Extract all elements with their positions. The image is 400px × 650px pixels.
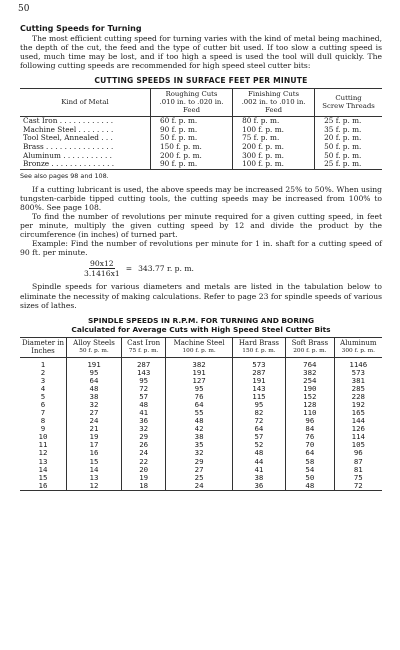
table1-header-kind: Kind of Metal <box>20 89 151 117</box>
table2-header-sub: 200 f. p. m. <box>293 348 327 355</box>
rpm-cell: 143 <box>121 369 165 377</box>
table1-header-finishing-line3: Feed <box>265 105 283 114</box>
rpm-cell: 38 <box>67 393 122 401</box>
rpm-cell: 64 <box>232 425 285 433</box>
table1-header-threads <box>315 89 382 117</box>
rpm-cell: 24 <box>121 449 165 457</box>
rpm-cell: 115 <box>232 393 285 401</box>
spindle-speeds-table <box>20 337 382 491</box>
rpm-cell: 573 <box>232 357 285 369</box>
rpm-cell: 114 <box>334 433 382 441</box>
diameter-cell: 8 <box>40 416 46 426</box>
rpm-cell: 144 <box>334 417 382 425</box>
table2-header-aluminum <box>334 337 382 357</box>
diameter-cell: 11 <box>38 440 48 450</box>
rpm-cell: 50 <box>286 474 335 482</box>
metal-name: Aluminum . . . . . . . . . . . <box>23 150 112 160</box>
table1-header-finishing-line1: Finishing Cuts <box>248 90 300 99</box>
rpm-cell: 127 <box>166 377 233 385</box>
rpm-cell: 254 <box>286 377 335 385</box>
rpm-cell: 57 <box>232 433 285 441</box>
rpm-cell: 14 <box>67 466 122 474</box>
thread-speed: 25 f. p. m. <box>315 160 382 169</box>
table2-header-main: Soft Brass <box>291 338 329 347</box>
spindle-paragraph: Spindle speeds for various diameters and metals are listed in the tabulation below to eliminate the necessity of making calculations. Refer to page 23 for spindle speeds of various sizes of lathes. <box>20 282 382 310</box>
thread-speed: 50 f. p. m. <box>315 143 382 152</box>
diameter-cell: 6 <box>40 400 46 410</box>
finishing-speed: 80 f. p. m. <box>233 117 315 126</box>
rpm-cell: 143 <box>232 385 285 393</box>
rpm-cell: 190 <box>286 385 335 393</box>
rpm-cell: 228 <box>334 393 382 401</box>
thread-speed: 35 f. p. m. <box>315 126 382 135</box>
rpm-cell: 24 <box>166 482 233 491</box>
rpm-cell: 32 <box>121 425 165 433</box>
rpm-cell: 192 <box>334 401 382 409</box>
rpm-cell: 81 <box>334 466 382 474</box>
table1-header-finishing <box>233 89 315 117</box>
table2-header-hard-brass <box>232 337 285 357</box>
formula-denominator: 3.1416x1 <box>84 269 120 279</box>
rpm-cell: 64 <box>166 401 233 409</box>
rpm-cell: 1146 <box>334 357 382 369</box>
table1-header-roughing-line3: Feed <box>183 105 201 114</box>
table1-header-roughing-line1: Roughing Cuts <box>165 90 218 99</box>
table2-body <box>20 357 382 490</box>
rpm-cell: 75 <box>334 474 382 482</box>
rpm-cell: 287 <box>121 357 165 369</box>
table1-header-roughing-line2: .010 in. to .020 in. <box>159 97 224 106</box>
table2-header-alloy <box>67 337 122 357</box>
rpm-cell: 58 <box>286 458 335 466</box>
diameter-cell: 7 <box>40 408 46 418</box>
rpm-cell: 17 <box>67 441 122 449</box>
rpm-cell: 19 <box>67 433 122 441</box>
rpm-cell: 29 <box>121 433 165 441</box>
thread-speed: 25 f. p. m. <box>315 117 382 126</box>
rpm-cell: 41 <box>121 409 165 417</box>
diameter-cell: 5 <box>40 392 46 402</box>
table2-header-machine-steel <box>166 337 233 357</box>
rpm-formula <box>84 259 382 278</box>
rpm-cell: 95 <box>232 401 285 409</box>
rpm-cell: 95 <box>121 377 165 385</box>
metal-name: Bronze . . . . . . . . . . . . . . <box>23 159 115 169</box>
rpm-cell: 382 <box>286 369 335 377</box>
metal-name: Brass . . . . . . . . . . . . . . . <box>23 141 114 151</box>
diameter-cell: 13 <box>38 456 48 466</box>
rpm-cell: 15 <box>67 458 122 466</box>
rpm-cell: 128 <box>286 401 335 409</box>
rpm-cell: 87 <box>334 458 382 466</box>
roughing-speed: 90 f. p. m. <box>151 160 233 169</box>
rpm-cell: 382 <box>166 357 233 369</box>
diameter-cell: 16 <box>38 480 48 490</box>
table1-header-finishing-line2: .002 in. to .010 in. <box>241 97 306 106</box>
rpm-cell: 126 <box>334 425 382 433</box>
rpm-cell: 29 <box>166 458 233 466</box>
rpm-cell: 95 <box>67 369 122 377</box>
rpm-cell: 381 <box>334 377 382 385</box>
diameter-cell: 4 <box>40 384 46 394</box>
diameter-cell: 3 <box>40 376 46 386</box>
rpm-cell: 165 <box>334 409 382 417</box>
rpm-cell: 48 <box>286 482 335 491</box>
rpm-cell: 27 <box>67 409 122 417</box>
finishing-speed: 300 f. p. m. <box>233 152 315 161</box>
thread-speed: 20 f. p. m. <box>315 134 382 143</box>
formula-result: 343.77 r. p. m. <box>138 264 194 274</box>
finishing-speed: 200 f. p. m. <box>233 143 315 152</box>
rpm-cell: 55 <box>166 409 233 417</box>
thread-speed: 50 f. p. m. <box>315 152 382 161</box>
table2-header-main: Hard Brass <box>238 338 280 347</box>
rpm-cell: 64 <box>67 377 122 385</box>
rpm-cell: 48 <box>67 385 122 393</box>
rpm-cell: 36 <box>121 417 165 425</box>
metal-name: Machine Steel . . . . . . . . <box>23 124 114 134</box>
table2-title-line1: SPINDLE SPEEDS IN R.P.M. FOR TURNING AND BORING <box>87 315 315 325</box>
diameter-cell: 12 <box>38 448 48 458</box>
rpm-cell: 19 <box>121 474 165 482</box>
rpm-cell: 35 <box>166 441 233 449</box>
table2-header-sub: 75 f. p. m. <box>128 348 159 355</box>
metal-name: Tool Steel, Annealed . . . <box>23 133 113 143</box>
table2-title <box>20 316 382 334</box>
lubricant-paragraph: If a cutting lubricant is used, the above speeds may be increased 25% to 50%. When using tungsten-carbide tipped cutting tools, the cutting speeds may be increased from 100% to 800%. See page 108. <box>20 184 382 212</box>
rpm-cell: 18 <box>121 482 165 491</box>
rpm-cell: 26 <box>121 441 165 449</box>
rpm-cell: 57 <box>121 393 165 401</box>
rpm-cell: 191 <box>166 369 233 377</box>
diameter-cell: 14 <box>38 464 48 474</box>
table2-header-diameter <box>20 337 67 357</box>
cutting-speeds-table <box>20 88 382 169</box>
rpm-cell: 32 <box>166 449 233 457</box>
table1-header-roughing <box>151 89 233 117</box>
rpm-cell: 13 <box>67 474 122 482</box>
rpm-cell: 110 <box>286 409 335 417</box>
table2-header-sub: 50 f. p. m. <box>79 348 109 355</box>
rpm-cell: 38 <box>166 433 233 441</box>
rpm-cell: 27 <box>166 466 233 474</box>
diameter-cell: 15 <box>38 472 48 482</box>
rpm-cell: 48 <box>232 449 285 457</box>
table1-header-threads-line1: Cutting <box>335 94 362 103</box>
rpm-cell: 36 <box>232 482 285 491</box>
table2-title-line2: Calculated for Average Cuts with High Speed Steel Cutter Bits <box>71 324 331 334</box>
rpm-cell: 76 <box>286 433 335 441</box>
table2-header-sub: 150 f. p. m. <box>242 348 276 355</box>
rpm-cell: 84 <box>286 425 335 433</box>
table2-header-sub: 100 f. p. m. <box>182 348 216 355</box>
rpm-cell: 70 <box>286 441 335 449</box>
rpm-cell: 48 <box>166 417 233 425</box>
rpm-cell: 287 <box>232 369 285 377</box>
table2-header-main: Alloy Steels <box>73 338 115 347</box>
table1-title: CUTTING SPEEDS IN SURFACE FEET PER MINUTE <box>94 76 308 86</box>
rpm-cell: 152 <box>286 393 335 401</box>
rpm-cell: 24 <box>67 417 122 425</box>
metal-name: Cast Iron . . . . . . . . . . . . <box>23 116 114 126</box>
table2-header-sub: 300 f. p. m. <box>341 348 375 355</box>
finishing-speed: 75 f. p. m. <box>233 134 315 143</box>
rpm-cell: 12 <box>67 482 122 491</box>
table1-header-row <box>20 89 382 117</box>
table2-header-main: Cast Iron <box>127 338 161 347</box>
table2-header-main: Diameter in Inches <box>21 339 65 355</box>
rpm-cell: 764 <box>286 357 335 369</box>
formula-fraction <box>84 259 120 278</box>
roughing-speed: 150 f. p. m. <box>151 143 233 152</box>
table2-header-cast-iron <box>121 337 165 357</box>
rpm-cell: 32 <box>67 401 122 409</box>
rpm-cell: 16 <box>67 449 122 457</box>
rpm-cell: 44 <box>232 458 285 466</box>
table1-header-threads-line2: Screw Threads <box>322 101 375 110</box>
rpm-cell: 82 <box>232 409 285 417</box>
rpm-cell: 191 <box>67 357 122 369</box>
finishing-speed: 100 f. p. m. <box>233 126 315 135</box>
diameter-cell: 1 <box>40 359 46 369</box>
rpm-cell: 191 <box>232 377 285 385</box>
roughing-speed: 90 f. p. m. <box>151 126 233 135</box>
table2-header-soft-brass <box>286 337 335 357</box>
rpm-cell: 64 <box>286 449 335 457</box>
rpm-cell: 25 <box>166 474 233 482</box>
example-paragraph: Example: Find the number of revolutions per minute for 1 in. shaft for a cutting speed of 90 ft. per minute. <box>20 239 382 258</box>
rpm-cell: 38 <box>232 474 285 482</box>
formula-equals: = <box>125 264 133 274</box>
rpm-cell: 76 <box>166 393 233 401</box>
rpm-paragraph: To find the number of revolutions per minute required for a given cutting speed, in feet per minute, multiply the given cutting speed by 12 and divide the product by the circumference (in inches) of turned part. <box>20 212 382 240</box>
rpm-cell: 72 <box>232 417 285 425</box>
rpm-cell: 72 <box>121 385 165 393</box>
table2-header-row <box>20 337 382 357</box>
rpm-cell: 41 <box>232 466 285 474</box>
table2-header-main: Aluminum <box>340 338 377 347</box>
rpm-cell: 52 <box>232 441 285 449</box>
table-row <box>20 160 382 169</box>
rpm-cell: 105 <box>334 441 382 449</box>
table1-footnote: See also pages 98 and 108. <box>20 171 109 180</box>
rpm-cell: 42 <box>166 425 233 433</box>
rpm-cell: 95 <box>166 385 233 393</box>
roughing-speed: 60 f. p. m. <box>151 117 233 126</box>
rpm-cell: 285 <box>334 385 382 393</box>
rpm-cell: 48 <box>121 401 165 409</box>
rpm-cell: 72 <box>334 482 382 491</box>
finishing-speed: 100 f. p. m. <box>233 160 315 169</box>
diameter-cell: 10 <box>38 432 48 442</box>
rpm-cell: 20 <box>121 466 165 474</box>
page-number: 50 <box>18 4 30 14</box>
roughing-speed: 200 f. p. m. <box>151 152 233 161</box>
rpm-cell: 21 <box>67 425 122 433</box>
formula-numerator: 90x12 <box>90 259 114 269</box>
rpm-cell: 573 <box>334 369 382 377</box>
diameter-cell: 9 <box>40 424 46 434</box>
intro-paragraph: The most efficient cutting speed for turning varies with the kind of metal being machined, the depth of the cut, the feed and the type of cutter bit used. If too slow a cutting speed is used, much time may be lost, and if too high a speed is used the tool will dull quickly. The following cutting speeds are recommended for high speed steel cutter bits: <box>20 34 382 71</box>
rpm-cell: 54 <box>286 466 335 474</box>
rpm-cell: 96 <box>334 449 382 457</box>
roughing-speed: 50 f. p. m. <box>151 134 233 143</box>
rpm-cell: 96 <box>286 417 335 425</box>
table2-header-main: Machine Steel <box>173 338 225 347</box>
diameter-cell: 2 <box>40 367 46 377</box>
rpm-cell: 22 <box>121 458 165 466</box>
section-title: Cutting Speeds for Turning <box>20 24 142 33</box>
table-row <box>20 482 382 491</box>
